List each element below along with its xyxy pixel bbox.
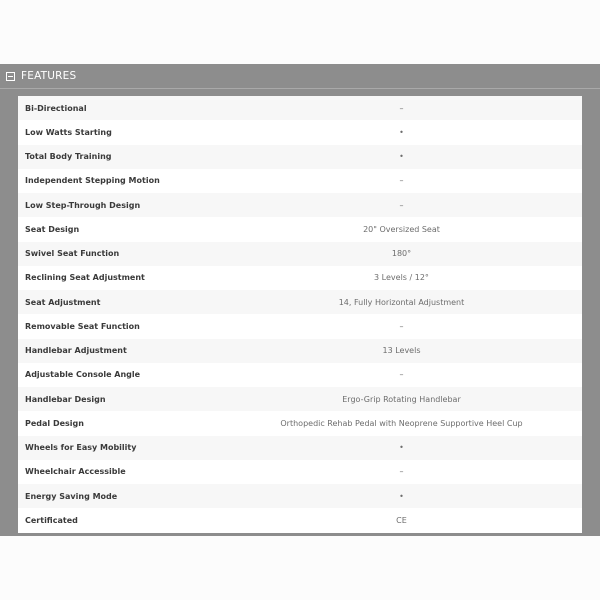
table-row [18,436,582,460]
feature-label: Low Step-Through Design [18,193,221,217]
feature-label: Low Watts Starting [18,120,221,144]
table-row [18,266,582,290]
feature-value: – [221,363,582,387]
table-row [18,314,582,338]
feature-label: Bi-Directional [18,96,221,120]
feature-value: Ergo-Grip Rotating Handlebar [221,387,582,411]
feature-label: Wheels for Easy Mobility [18,436,221,460]
feature-value: – [221,169,582,193]
feature-value: • [221,145,582,169]
table-row [18,217,582,241]
feature-label: Handlebar Design [18,387,221,411]
features-table-wrapper [18,96,582,533]
feature-label: Certificated [18,508,221,532]
feature-value: – [221,96,582,120]
table-row [18,339,582,363]
feature-label: Total Body Training [18,145,221,169]
table-row [18,145,582,169]
feature-value: – [221,460,582,484]
feature-label: Adjustable Console Angle [18,363,221,387]
table-row [18,387,582,411]
feature-value: 3 Levels / 12° [221,266,582,290]
feature-label: Energy Saving Mode [18,484,221,508]
feature-label: Swivel Seat Function [18,242,221,266]
feature-value: Orthopedic Rehab Pedal with Neoprene Supportive Heel Cup [221,411,582,435]
feature-label: Removable Seat Function [18,314,221,338]
table-row [18,290,582,314]
table-row [18,411,582,435]
features-table [18,96,582,533]
table-row [18,484,582,508]
feature-value: • [221,436,582,460]
feature-value: – [221,314,582,338]
features-table-body [18,96,582,533]
feature-label: Reclining Seat Adjustment [18,266,221,290]
feature-value: 180° [221,242,582,266]
feature-value: 13 Levels [221,339,582,363]
feature-label: Pedal Design [18,411,221,435]
feature-value: 14, Fully Horizontal Adjustment [221,290,582,314]
feature-value: – [221,193,582,217]
collapse-icon[interactable] [6,72,15,81]
features-title: FEATURES [21,70,77,82]
feature-value: 20" Oversized Seat [221,217,582,241]
feature-label: Seat Design [18,217,221,241]
table-row [18,120,582,144]
feature-label: Independent Stepping Motion [18,169,221,193]
table-row [18,169,582,193]
table-row [18,96,582,120]
feature-label: Wheelchair Accessible [18,460,221,484]
feature-value: • [221,120,582,144]
table-row [18,460,582,484]
table-row [18,242,582,266]
header-divider [0,88,600,89]
table-row [18,193,582,217]
feature-label: Handlebar Adjustment [18,339,221,363]
feature-label: Seat Adjustment [18,290,221,314]
feature-value: CE [221,508,582,532]
feature-value: • [221,484,582,508]
features-panel [0,64,600,536]
table-row [18,363,582,387]
features-header[interactable] [0,64,600,88]
table-row [18,508,582,532]
